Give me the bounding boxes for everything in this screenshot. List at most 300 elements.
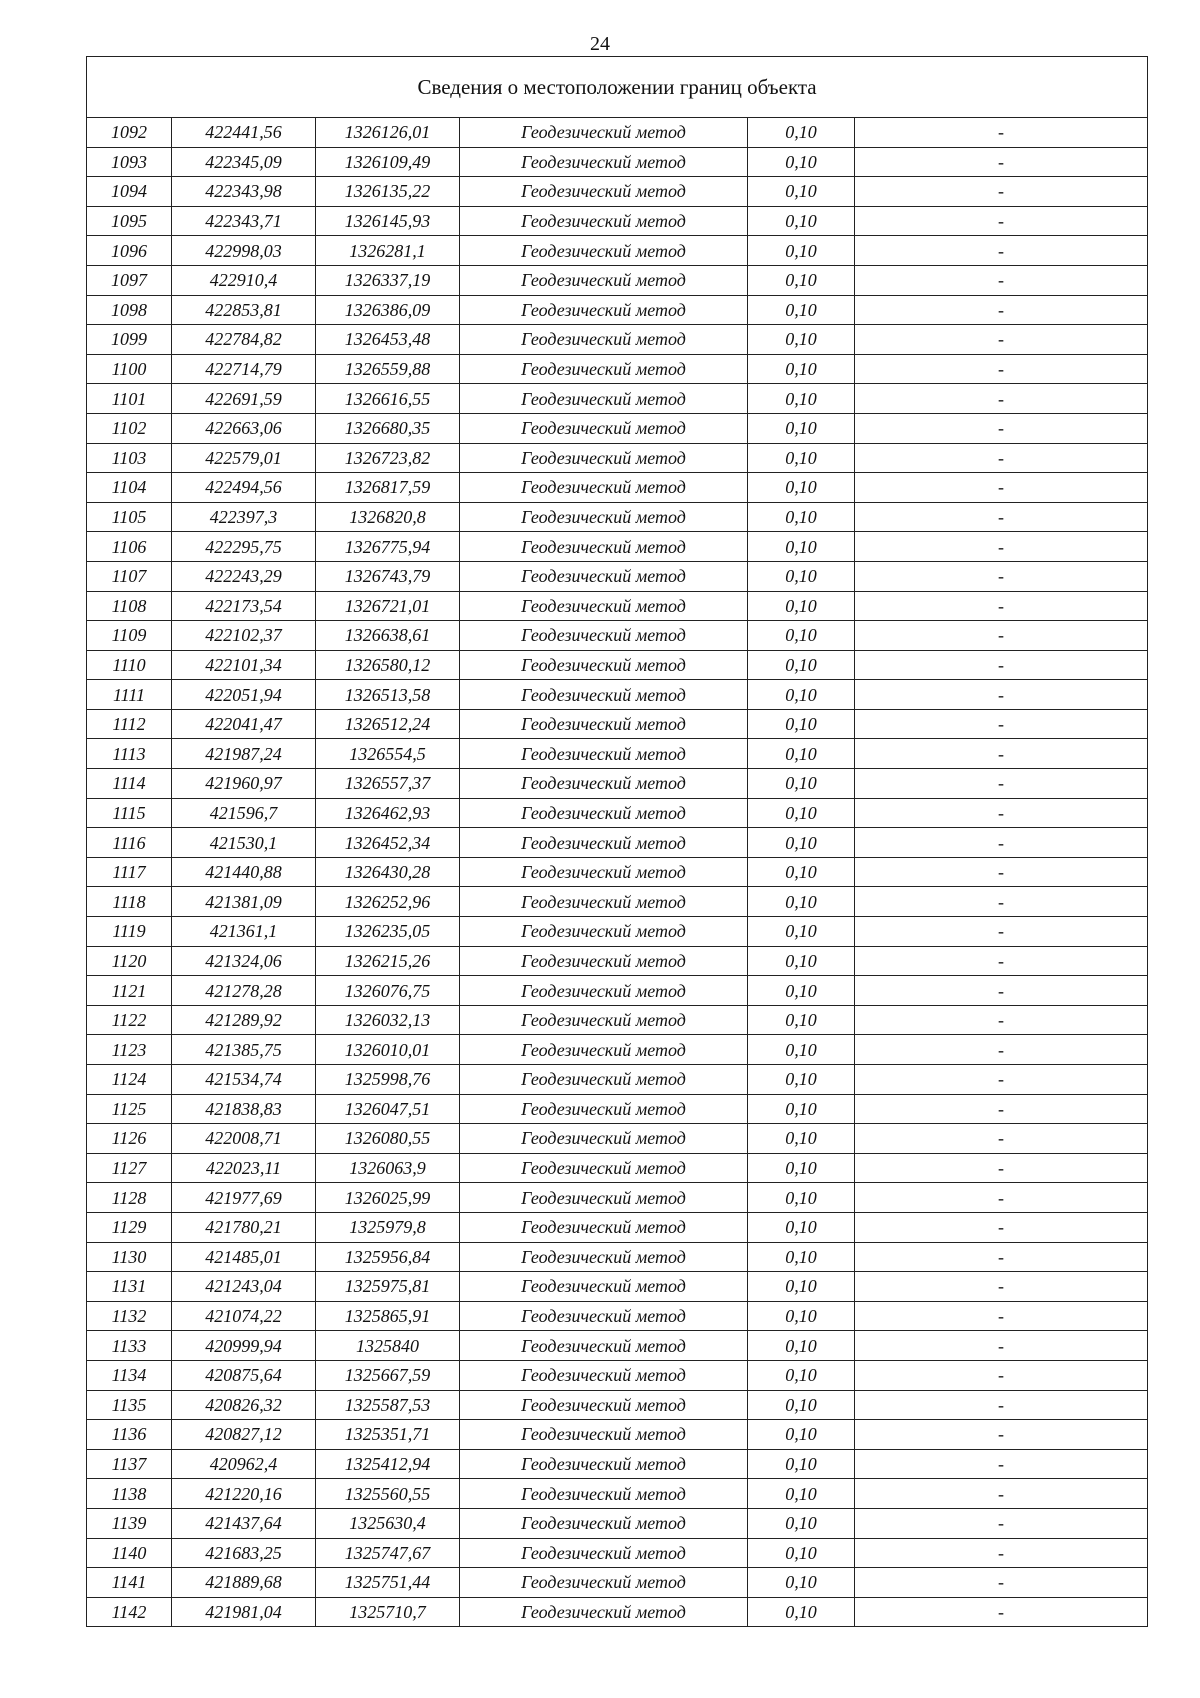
- coordinate-x-cell: 422853,81: [172, 295, 316, 325]
- method-cell: Геодезический метод: [460, 798, 748, 828]
- method-cell: Геодезический метод: [460, 413, 748, 443]
- description-cell: -: [855, 1568, 1148, 1598]
- table-row: [87, 857, 1148, 887]
- method-cell: Геодезический метод: [460, 177, 748, 207]
- method-cell: Геодезический метод: [460, 1420, 748, 1450]
- method-cell: Геодезический метод: [460, 473, 748, 503]
- accuracy-cell: 0,10: [748, 532, 855, 562]
- description-cell: -: [855, 917, 1148, 947]
- coordinate-x-cell: 422441,56: [172, 118, 316, 148]
- coordinate-x-cell: 421534,74: [172, 1065, 316, 1095]
- description-cell: -: [855, 709, 1148, 739]
- coordinate-x-cell: 422784,82: [172, 325, 316, 355]
- point-number-cell: 1125: [87, 1094, 172, 1124]
- description-cell: -: [855, 1272, 1148, 1302]
- coordinate-x-cell: 421440,88: [172, 857, 316, 887]
- method-cell: Геодезический метод: [460, 1508, 748, 1538]
- method-cell: Геодезический метод: [460, 828, 748, 858]
- point-number-cell: 1131: [87, 1272, 172, 1302]
- description-cell: -: [855, 1065, 1148, 1095]
- coordinate-x-cell: 420827,12: [172, 1420, 316, 1450]
- description-cell: -: [855, 857, 1148, 887]
- coordinate-x-cell: 422397,3: [172, 502, 316, 532]
- table-row: [87, 413, 1148, 443]
- method-cell: Геодезический метод: [460, 1035, 748, 1065]
- point-number-cell: 1123: [87, 1035, 172, 1065]
- coordinate-y-cell: 1326452,34: [316, 828, 460, 858]
- point-number-cell: 1108: [87, 591, 172, 621]
- accuracy-cell: 0,10: [748, 1420, 855, 1450]
- coordinate-x-cell: 421987,24: [172, 739, 316, 769]
- accuracy-cell: 0,10: [748, 1538, 855, 1568]
- table-row: [87, 1272, 1148, 1302]
- table-row: [87, 1242, 1148, 1272]
- boundary-coordinates-table: [86, 56, 1148, 1627]
- accuracy-cell: 0,10: [748, 561, 855, 591]
- description-cell: -: [855, 1449, 1148, 1479]
- method-cell: Геодезический метод: [460, 561, 748, 591]
- table-row: [87, 1301, 1148, 1331]
- coordinate-y-cell: 1326721,01: [316, 591, 460, 621]
- coordinate-x-cell: 422691,59: [172, 384, 316, 414]
- description-cell: -: [855, 1094, 1148, 1124]
- coordinate-x-cell: 422998,03: [172, 236, 316, 266]
- accuracy-cell: 0,10: [748, 1183, 855, 1213]
- description-cell: -: [855, 295, 1148, 325]
- point-number-cell: 1117: [87, 857, 172, 887]
- accuracy-cell: 0,10: [748, 1301, 855, 1331]
- accuracy-cell: 0,10: [748, 1065, 855, 1095]
- description-cell: -: [855, 384, 1148, 414]
- method-cell: Геодезический метод: [460, 236, 748, 266]
- accuracy-cell: 0,10: [748, 946, 855, 976]
- accuracy-cell: 0,10: [748, 1331, 855, 1361]
- coordinate-x-cell: 422714,79: [172, 354, 316, 384]
- point-number-cell: 1136: [87, 1420, 172, 1450]
- table-row: [87, 1331, 1148, 1361]
- table-row: [87, 1538, 1148, 1568]
- coordinate-y-cell: 1326557,37: [316, 769, 460, 799]
- point-number-cell: 1116: [87, 828, 172, 858]
- coordinate-y-cell: 1325979,8: [316, 1212, 460, 1242]
- coordinate-x-cell: 422008,71: [172, 1124, 316, 1154]
- point-number-cell: 1101: [87, 384, 172, 414]
- accuracy-cell: 0,10: [748, 325, 855, 355]
- coordinate-y-cell: 1326215,26: [316, 946, 460, 976]
- method-cell: Геодезический метод: [460, 295, 748, 325]
- accuracy-cell: 0,10: [748, 177, 855, 207]
- description-cell: -: [855, 798, 1148, 828]
- point-number-cell: 1092: [87, 118, 172, 148]
- description-cell: -: [855, 1212, 1148, 1242]
- method-cell: Геодезический метод: [460, 1124, 748, 1154]
- method-cell: Геодезический метод: [460, 1272, 748, 1302]
- coordinate-y-cell: 1326386,09: [316, 295, 460, 325]
- description-cell: -: [855, 354, 1148, 384]
- coordinate-x-cell: 421289,92: [172, 1005, 316, 1035]
- coordinate-y-cell: 1326559,88: [316, 354, 460, 384]
- method-cell: Геодезический метод: [460, 739, 748, 769]
- table-row: [87, 1597, 1148, 1627]
- coordinate-y-cell: 1325865,91: [316, 1301, 460, 1331]
- accuracy-cell: 0,10: [748, 1568, 855, 1598]
- table-row: [87, 1449, 1148, 1479]
- description-cell: -: [855, 1153, 1148, 1183]
- accuracy-cell: 0,10: [748, 650, 855, 680]
- description-cell: -: [855, 236, 1148, 266]
- table-row: [87, 532, 1148, 562]
- point-number-cell: 1107: [87, 561, 172, 591]
- page-number: 24: [590, 33, 610, 55]
- method-cell: Геодезический метод: [460, 650, 748, 680]
- table-row: [87, 798, 1148, 828]
- table-row: [87, 591, 1148, 621]
- table-row: [87, 709, 1148, 739]
- method-cell: Геодезический метод: [460, 1153, 748, 1183]
- coordinate-x-cell: 422663,06: [172, 413, 316, 443]
- table-row: [87, 887, 1148, 917]
- coordinate-y-cell: 1325751,44: [316, 1568, 460, 1598]
- point-number-cell: 1130: [87, 1242, 172, 1272]
- coordinate-y-cell: 1326145,93: [316, 206, 460, 236]
- accuracy-cell: 0,10: [748, 502, 855, 532]
- description-cell: -: [855, 946, 1148, 976]
- method-cell: Геодезический метод: [460, 1301, 748, 1331]
- accuracy-cell: 0,10: [748, 798, 855, 828]
- description-cell: -: [855, 1242, 1148, 1272]
- table-row: [87, 1508, 1148, 1538]
- description-cell: -: [855, 1538, 1148, 1568]
- accuracy-cell: 0,10: [748, 1272, 855, 1302]
- coordinate-y-cell: 1325998,76: [316, 1065, 460, 1095]
- accuracy-cell: 0,10: [748, 1212, 855, 1242]
- coordinate-y-cell: 1326337,19: [316, 265, 460, 295]
- point-number-cell: 1113: [87, 739, 172, 769]
- coordinate-y-cell: 1326820,8: [316, 502, 460, 532]
- coordinate-x-cell: 421437,64: [172, 1508, 316, 1538]
- coordinate-x-cell: 421385,75: [172, 1035, 316, 1065]
- table-caption-row: [87, 57, 1148, 118]
- point-number-cell: 1124: [87, 1065, 172, 1095]
- point-number-cell: 1094: [87, 177, 172, 207]
- description-cell: -: [855, 976, 1148, 1006]
- description-cell: -: [855, 147, 1148, 177]
- accuracy-cell: 0,10: [748, 206, 855, 236]
- coordinate-x-cell: 422494,56: [172, 473, 316, 503]
- coordinate-x-cell: 421243,04: [172, 1272, 316, 1302]
- table-row: [87, 1568, 1148, 1598]
- point-number-cell: 1133: [87, 1331, 172, 1361]
- coordinate-y-cell: 1325840: [316, 1331, 460, 1361]
- accuracy-cell: 0,10: [748, 443, 855, 473]
- description-cell: -: [855, 1005, 1148, 1035]
- method-cell: Геодезический метод: [460, 354, 748, 384]
- coordinate-x-cell: 420826,32: [172, 1390, 316, 1420]
- coordinate-x-cell: 422041,47: [172, 709, 316, 739]
- description-cell: -: [855, 1479, 1148, 1509]
- coordinate-x-cell: 421780,21: [172, 1212, 316, 1242]
- table-row: [87, 236, 1148, 266]
- point-number-cell: 1128: [87, 1183, 172, 1213]
- coordinate-y-cell: 1325412,94: [316, 1449, 460, 1479]
- coordinate-x-cell: 422343,71: [172, 206, 316, 236]
- table-row: [87, 739, 1148, 769]
- coordinate-x-cell: 421889,68: [172, 1568, 316, 1598]
- point-number-cell: 1138: [87, 1479, 172, 1509]
- coordinate-x-cell: 421381,09: [172, 887, 316, 917]
- method-cell: Геодезический метод: [460, 1597, 748, 1627]
- coordinate-y-cell: 1326462,93: [316, 798, 460, 828]
- point-number-cell: 1110: [87, 650, 172, 680]
- coordinate-y-cell: 1326453,48: [316, 325, 460, 355]
- accuracy-cell: 0,10: [748, 1479, 855, 1509]
- point-number-cell: 1098: [87, 295, 172, 325]
- coordinate-x-cell: 420875,64: [172, 1360, 316, 1390]
- description-cell: -: [855, 1301, 1148, 1331]
- coordinate-y-cell: 1326010,01: [316, 1035, 460, 1065]
- point-number-cell: 1134: [87, 1360, 172, 1390]
- accuracy-cell: 0,10: [748, 413, 855, 443]
- table-row: [87, 473, 1148, 503]
- method-cell: Геодезический метод: [460, 265, 748, 295]
- table-row: [87, 1065, 1148, 1095]
- coordinate-y-cell: 1326723,82: [316, 443, 460, 473]
- coordinate-y-cell: 1326512,24: [316, 709, 460, 739]
- coordinate-x-cell: 421485,01: [172, 1242, 316, 1272]
- table-row: [87, 354, 1148, 384]
- accuracy-cell: 0,10: [748, 828, 855, 858]
- coordinate-y-cell: 1325560,55: [316, 1479, 460, 1509]
- table-row: [87, 828, 1148, 858]
- accuracy-cell: 0,10: [748, 976, 855, 1006]
- coordinate-y-cell: 1326076,75: [316, 976, 460, 1006]
- coordinate-y-cell: 1326135,22: [316, 177, 460, 207]
- method-cell: Геодезический метод: [460, 118, 748, 148]
- coordinate-x-cell: 422343,98: [172, 177, 316, 207]
- table-row: [87, 1124, 1148, 1154]
- method-cell: Геодезический метод: [460, 1183, 748, 1213]
- method-cell: Геодезический метод: [460, 1390, 748, 1420]
- coordinate-y-cell: 1326638,61: [316, 621, 460, 651]
- method-cell: Геодезический метод: [460, 1538, 748, 1568]
- coordinate-x-cell: 421981,04: [172, 1597, 316, 1627]
- table-body: [87, 118, 1148, 1627]
- description-cell: -: [855, 532, 1148, 562]
- table-row: [87, 1035, 1148, 1065]
- point-number-cell: 1095: [87, 206, 172, 236]
- method-cell: Геодезический метод: [460, 769, 748, 799]
- description-cell: -: [855, 650, 1148, 680]
- method-cell: Геодезический метод: [460, 976, 748, 1006]
- coordinate-x-cell: 420962,4: [172, 1449, 316, 1479]
- method-cell: Геодезический метод: [460, 1449, 748, 1479]
- table-caption: Сведения о местоположении границ объекта: [87, 57, 1148, 118]
- method-cell: Геодезический метод: [460, 1212, 748, 1242]
- point-number-cell: 1118: [87, 887, 172, 917]
- coordinate-y-cell: 1326063,9: [316, 1153, 460, 1183]
- coordinate-y-cell: 1326554,5: [316, 739, 460, 769]
- method-cell: Геодезический метод: [460, 1242, 748, 1272]
- coordinate-y-cell: 1326680,35: [316, 413, 460, 443]
- coordinate-x-cell: 422295,75: [172, 532, 316, 562]
- table-row: [87, 384, 1148, 414]
- table-row: [87, 265, 1148, 295]
- description-cell: -: [855, 1183, 1148, 1213]
- accuracy-cell: 0,10: [748, 1094, 855, 1124]
- description-cell: -: [855, 413, 1148, 443]
- table-row: [87, 206, 1148, 236]
- table-row: [87, 680, 1148, 710]
- table-row: [87, 1005, 1148, 1035]
- table-row: [87, 1183, 1148, 1213]
- accuracy-cell: 0,10: [748, 1242, 855, 1272]
- accuracy-cell: 0,10: [748, 621, 855, 651]
- description-cell: -: [855, 1508, 1148, 1538]
- coordinate-y-cell: 1325956,84: [316, 1242, 460, 1272]
- description-cell: -: [855, 265, 1148, 295]
- coordinate-x-cell: 421960,97: [172, 769, 316, 799]
- point-number-cell: 1119: [87, 917, 172, 947]
- accuracy-cell: 0,10: [748, 591, 855, 621]
- method-cell: Геодезический метод: [460, 1331, 748, 1361]
- method-cell: Геодезический метод: [460, 1479, 748, 1509]
- point-number-cell: 1122: [87, 1005, 172, 1035]
- coordinate-y-cell: 1326775,94: [316, 532, 460, 562]
- coordinate-x-cell: 422102,37: [172, 621, 316, 651]
- table-row: [87, 1420, 1148, 1450]
- description-cell: -: [855, 739, 1148, 769]
- point-number-cell: 1109: [87, 621, 172, 651]
- table-row: [87, 650, 1148, 680]
- coordinate-y-cell: 1325747,67: [316, 1538, 460, 1568]
- description-cell: -: [855, 1597, 1148, 1627]
- accuracy-cell: 0,10: [748, 857, 855, 887]
- description-cell: -: [855, 502, 1148, 532]
- accuracy-cell: 0,10: [748, 236, 855, 266]
- description-cell: -: [855, 177, 1148, 207]
- accuracy-cell: 0,10: [748, 1390, 855, 1420]
- accuracy-cell: 0,10: [748, 680, 855, 710]
- description-cell: -: [855, 561, 1148, 591]
- accuracy-cell: 0,10: [748, 1508, 855, 1538]
- method-cell: Геодезический метод: [460, 147, 748, 177]
- method-cell: Геодезический метод: [460, 680, 748, 710]
- coordinate-x-cell: 422345,09: [172, 147, 316, 177]
- point-number-cell: 1093: [87, 147, 172, 177]
- point-number-cell: 1135: [87, 1390, 172, 1420]
- coordinate-y-cell: 1326235,05: [316, 917, 460, 947]
- point-number-cell: 1104: [87, 473, 172, 503]
- coordinate-x-cell: 421220,16: [172, 1479, 316, 1509]
- table-row: [87, 443, 1148, 473]
- coordinate-x-cell: 421977,69: [172, 1183, 316, 1213]
- coordinate-x-cell: 420999,94: [172, 1331, 316, 1361]
- accuracy-cell: 0,10: [748, 1005, 855, 1035]
- coordinate-x-cell: 421596,7: [172, 798, 316, 828]
- coordinate-x-cell: 421361,1: [172, 917, 316, 947]
- coordinate-y-cell: 1326126,01: [316, 118, 460, 148]
- point-number-cell: 1105: [87, 502, 172, 532]
- point-number-cell: 1111: [87, 680, 172, 710]
- coordinate-x-cell: 422051,94: [172, 680, 316, 710]
- description-cell: -: [855, 443, 1148, 473]
- coordinate-y-cell: 1325975,81: [316, 1272, 460, 1302]
- description-cell: -: [855, 769, 1148, 799]
- coordinate-y-cell: 1326817,59: [316, 473, 460, 503]
- description-cell: -: [855, 1124, 1148, 1154]
- accuracy-cell: 0,10: [748, 1153, 855, 1183]
- accuracy-cell: 0,10: [748, 473, 855, 503]
- table-row: [87, 147, 1148, 177]
- accuracy-cell: 0,10: [748, 887, 855, 917]
- coordinate-x-cell: 422910,4: [172, 265, 316, 295]
- method-cell: Геодезический метод: [460, 443, 748, 473]
- coordinate-y-cell: 1326430,28: [316, 857, 460, 887]
- point-number-cell: 1132: [87, 1301, 172, 1331]
- coordinate-x-cell: 421074,22: [172, 1301, 316, 1331]
- description-cell: -: [855, 1360, 1148, 1390]
- method-cell: Геодезический метод: [460, 1065, 748, 1095]
- coordinate-x-cell: 422173,54: [172, 591, 316, 621]
- coordinate-x-cell: 421278,28: [172, 976, 316, 1006]
- coordinate-x-cell: 421530,1: [172, 828, 316, 858]
- method-cell: Геодезический метод: [460, 1568, 748, 1598]
- method-cell: Геодезический метод: [460, 1005, 748, 1035]
- point-number-cell: 1106: [87, 532, 172, 562]
- description-cell: -: [855, 118, 1148, 148]
- accuracy-cell: 0,10: [748, 1035, 855, 1065]
- point-number-cell: 1142: [87, 1597, 172, 1627]
- coordinate-x-cell: 422579,01: [172, 443, 316, 473]
- accuracy-cell: 0,10: [748, 354, 855, 384]
- table-row: [87, 1390, 1148, 1420]
- description-cell: -: [855, 591, 1148, 621]
- accuracy-cell: 0,10: [748, 147, 855, 177]
- point-number-cell: 1137: [87, 1449, 172, 1479]
- coordinate-y-cell: 1326109,49: [316, 147, 460, 177]
- point-number-cell: 1127: [87, 1153, 172, 1183]
- method-cell: Геодезический метод: [460, 917, 748, 947]
- point-number-cell: 1129: [87, 1212, 172, 1242]
- point-number-cell: 1126: [87, 1124, 172, 1154]
- coordinate-y-cell: 1326080,55: [316, 1124, 460, 1154]
- coordinate-x-cell: 422101,34: [172, 650, 316, 680]
- table-row: [87, 769, 1148, 799]
- method-cell: Геодезический метод: [460, 946, 748, 976]
- point-number-cell: 1121: [87, 976, 172, 1006]
- point-number-cell: 1102: [87, 413, 172, 443]
- table-row: [87, 1094, 1148, 1124]
- coordinate-y-cell: 1326743,79: [316, 561, 460, 591]
- accuracy-cell: 0,10: [748, 1124, 855, 1154]
- accuracy-cell: 0,10: [748, 1449, 855, 1479]
- method-cell: Геодезический метод: [460, 1094, 748, 1124]
- accuracy-cell: 0,10: [748, 1597, 855, 1627]
- method-cell: Геодезический метод: [460, 325, 748, 355]
- table-row: [87, 325, 1148, 355]
- description-cell: -: [855, 206, 1148, 236]
- table-row: [87, 177, 1148, 207]
- description-cell: -: [855, 473, 1148, 503]
- method-cell: Геодезический метод: [460, 857, 748, 887]
- table-row: [87, 946, 1148, 976]
- table-row: [87, 1212, 1148, 1242]
- description-cell: -: [855, 621, 1148, 651]
- coordinate-x-cell: 421683,25: [172, 1538, 316, 1568]
- point-number-cell: 1140: [87, 1538, 172, 1568]
- coordinate-x-cell: 421838,83: [172, 1094, 316, 1124]
- accuracy-cell: 0,10: [748, 265, 855, 295]
